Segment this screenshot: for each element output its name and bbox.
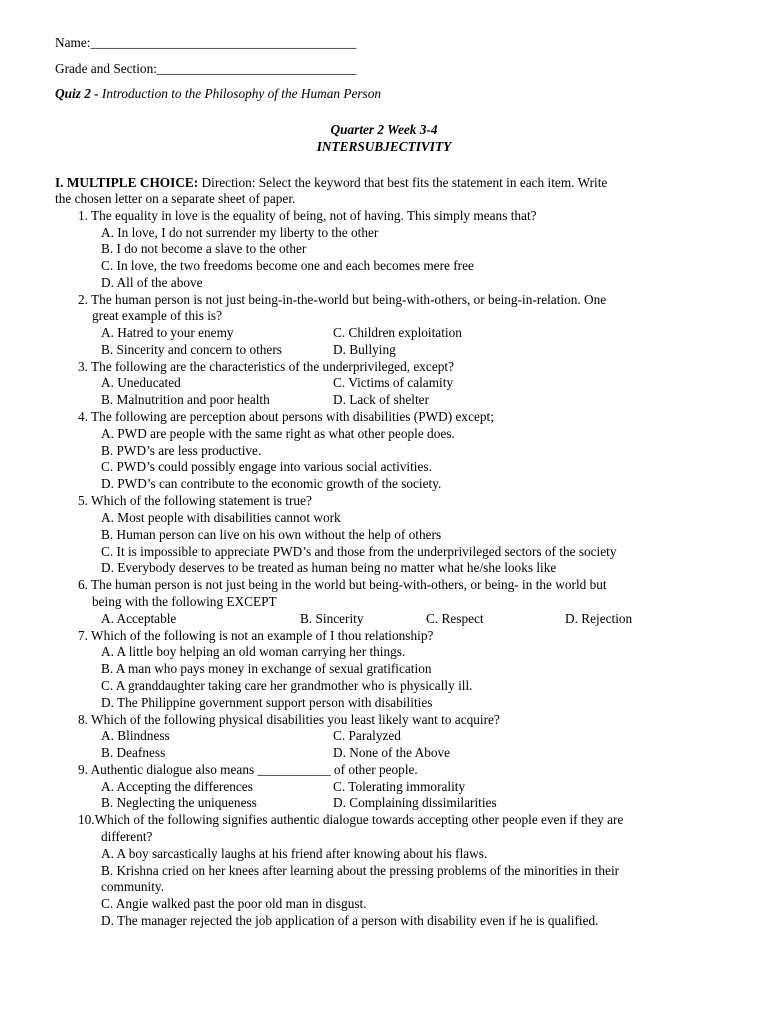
q6-option-c: C. Respect [426, 611, 484, 626]
q5-stem: 5. Which of the following statement is true? [78, 493, 312, 508]
section-label: I. MULTIPLE CHOICE: [55, 175, 199, 190]
q2-option-d: D. Bullying [333, 342, 396, 357]
q8-option-b: B. Deafness [101, 745, 166, 760]
q9-option-c: C. Tolerating immorality [333, 779, 466, 794]
q2-option-c: C. Children exploitation [333, 325, 462, 340]
q8-option-a: A. Blindness [101, 728, 170, 743]
q2-stem-2: great example of this is? [92, 308, 222, 323]
q4-option-d: D. PWD’s can contribute to the economic growth of the society. [101, 476, 442, 491]
q10-stem-1: 10.Which of the following signifies authentic dialogue towards accepting other people even if they are [78, 812, 624, 827]
q5-option-b: B. Human person can live on his own without the help of others [101, 527, 442, 542]
q2-option-b: B. Sincerity and concern to others [101, 342, 282, 357]
q7-option-a: A. A little boy helping an old woman carrying her things. [101, 644, 406, 659]
q4-option-c: C. PWD’s could possibly engage into various social activities. [101, 459, 432, 474]
q10-stem-2: different? [101, 829, 153, 844]
q2-stem-1: 2. The human person is not just being-in-the-world but being-with-others, or being-in-relation. One [78, 292, 607, 307]
q4-option-b: B. PWD’s are less productive. [101, 443, 262, 458]
q6-option-b: B. Sincerity [300, 611, 364, 626]
quiz-label: Quiz 2 - [55, 86, 99, 101]
direction-text-2: the chosen letter on a separate sheet of paper. [55, 191, 296, 206]
q10-option-a: A. A boy sarcastically laughs at his friend after knowing about his flaws. [101, 846, 488, 861]
q8-option-d: D. None of the Above [333, 745, 451, 760]
q7-option-b: B. A man who pays money in exchange of sexual gratification [101, 661, 432, 676]
q1-option-c: C. In love, the two freedoms become one and each becomes mere free [101, 258, 474, 273]
q10-option-b-2: community. [101, 879, 165, 894]
quiz-subject: Introduction to the Philosophy of the Human Person [101, 86, 382, 101]
quarter-heading: Quarter 2 Week 3-4 [330, 122, 438, 137]
q3-option-d: D. Lack of shelter [333, 392, 429, 407]
q1-option-a: A. In love, I do not surrender my liberty to the other [101, 225, 379, 240]
q4-stem: 4. The following are perception about persons with disabilities (PWD) except; [78, 409, 494, 424]
q6-option-a: A. Acceptable [101, 611, 177, 626]
q3-option-b: B. Malnutrition and poor health [101, 392, 270, 407]
section-direction [55, 175, 607, 191]
q6-option-d: D. Rejection [565, 611, 633, 626]
grade-section-line: Grade and Section:______________________________ [55, 61, 357, 76]
q2-option-a: A. Hatred to your enemy [101, 325, 234, 340]
q3-option-c: C. Victims of calamity [333, 375, 454, 390]
q5-option-a: A. Most people with disabilities cannot work [101, 510, 341, 525]
name-line: Name:________________________________________ [55, 35, 357, 50]
q7-option-d: D. The Philippine government support person with disabilities [101, 695, 433, 710]
q7-stem: 7. Which of the following is not an example of I thou relationship? [78, 628, 434, 643]
q5-option-d: D. Everybody deserves to be treated as human being no matter what he/she looks like [101, 560, 557, 575]
q3-stem: 3. The following are the characteristics of the underprivileged, except? [78, 359, 454, 374]
q4-option-a: A. PWD are people with the same right as what other people does. [101, 426, 455, 441]
quiz-title [55, 86, 381, 102]
q8-option-c: C. Paralyzed [333, 728, 401, 743]
q10-option-c: C. Angie walked past the poor old man in disgust. [101, 896, 367, 911]
q9-option-d: D. Complaining dissimilarities [333, 795, 497, 810]
q9-stem: 9. Authentic dialogue also means ___________ of other people. [78, 762, 418, 777]
q6-stem-2: being with the following EXCEPT [92, 594, 277, 609]
topic-heading: INTERSUBJECTIVITY [316, 139, 452, 154]
q1-option-b: B. I do not become a slave to the other [101, 241, 307, 256]
q9-option-b: B. Neglecting the uniqueness [101, 795, 257, 810]
q3-option-a: A. Uneducated [101, 375, 181, 390]
q10-option-d: D. The manager rejected the job application of a person with disability even if he is qualified. [101, 913, 599, 928]
q10-option-b-1: B. Krishna cried on her knees after learning about the pressing problems of the minorities in their [101, 863, 620, 878]
direction-text-1: Direction: Select the keyword that best fits the statement in each item. Write [201, 175, 608, 190]
q8-stem: 8. Which of the following physical disabilities you least likely want to acquire? [78, 712, 500, 727]
q6-stem-1: 6. The human person is not just being in the world but being-with-others, or being- in the world but [78, 577, 607, 592]
q1-stem: 1. The equality in love is the equality of being, not of having. This simply means that? [78, 208, 537, 223]
q7-option-c: C. A granddaughter taking care her grandmother who is physically ill. [101, 678, 473, 693]
q1-option-d: D. All of the above [101, 275, 203, 290]
q5-option-c: C. It is impossible to appreciate PWD’s and those from the underprivileged sectors of the society [101, 544, 617, 559]
q9-option-a: A. Accepting the differences [101, 779, 253, 794]
